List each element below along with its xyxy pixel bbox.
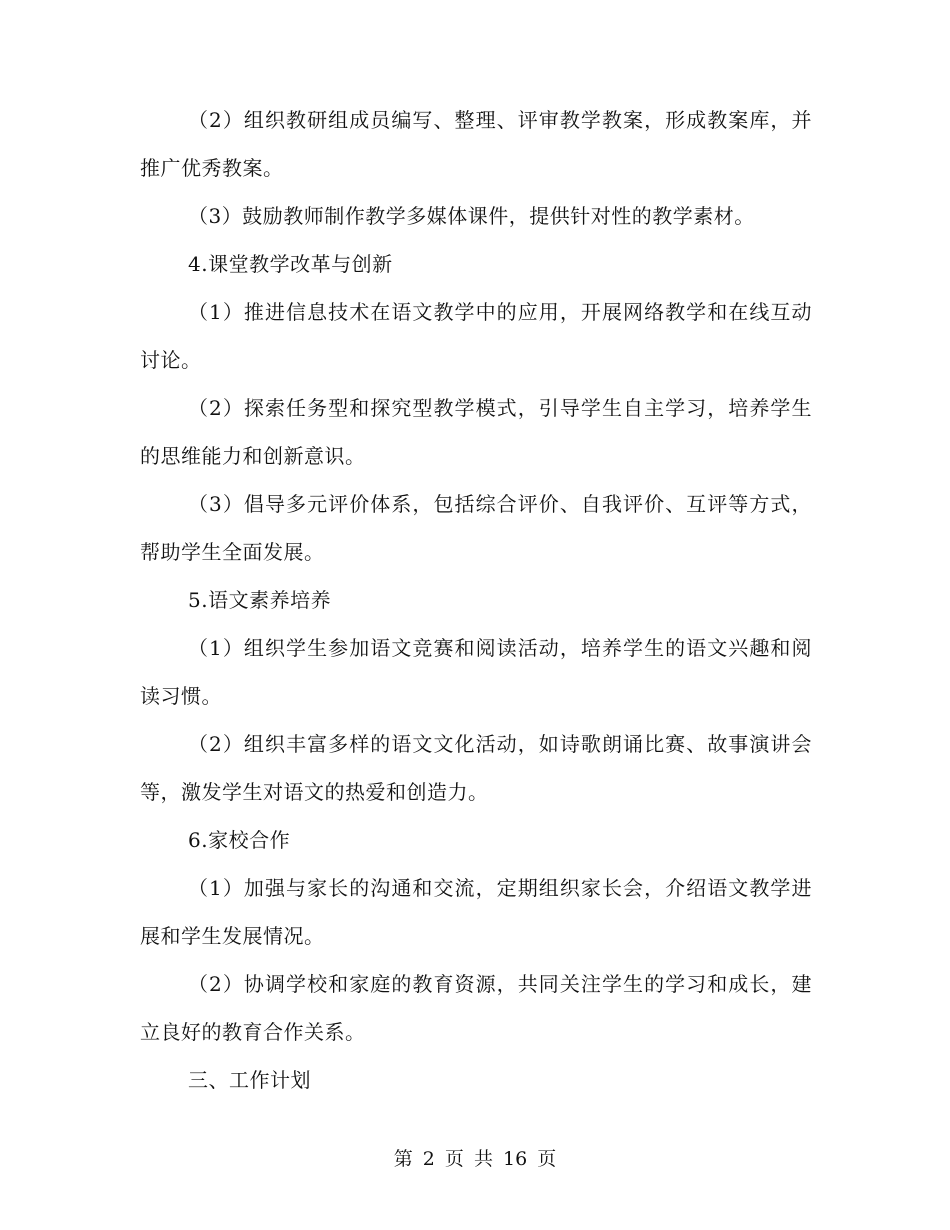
paragraph-2-1: （2）组织教研组成员编写、整理、评审教学教案，形成教案库，并推广优秀教案。 [140, 108, 812, 180]
paragraph-6-1: （1）加强与家长的沟通和交流，定期组织家长会，介绍语文教学进展和学生发展情况。 [140, 876, 812, 948]
paragraph-6-2: （2）协调学校和家庭的教育资源，共同关注学生的学习和成长，建立良好的教育合作关系。 [140, 972, 812, 1044]
paragraph-5-1: （1）组织学生参加语文竞赛和阅读活动，培养学生的语文兴趣和阅读习惯。 [140, 636, 812, 708]
section-heading-4: 4.课堂教学改革与创新 [188, 252, 393, 276]
section-heading-5: 5.语文素养培养 [188, 588, 332, 612]
document-body [140, 96, 812, 1104]
paragraph-4-2: （2）探索任务型和探究型教学模式，引导学生自主学习，培养学生的思维能力和创新意识。 [140, 396, 812, 468]
paragraph-4-1: （1）推进信息技术在语文教学中的应用，开展网络教学和在线互动讨论。 [140, 300, 812, 372]
paragraph-5-2: （2）组织丰富多样的语文文化活动，如诗歌朗诵比赛、故事演讲会等，激发学生对语文的热爱和创造力。 [140, 732, 812, 804]
paragraph-4-3: （3）倡导多元评价体系，包括综合评价、自我评价、互评等方式，帮助学生全面发展。 [140, 492, 812, 564]
section-heading-6: 6.家校合作 [188, 828, 291, 852]
paragraph-2-2: （3）鼓励教师制作教学多媒体课件，提供针对性的教学素材。 [188, 204, 755, 228]
chapter-heading-work-plan: 三、工作计划 [188, 1068, 311, 1092]
page-footer: 第 2 页 共 16 页 [393, 1148, 557, 1170]
